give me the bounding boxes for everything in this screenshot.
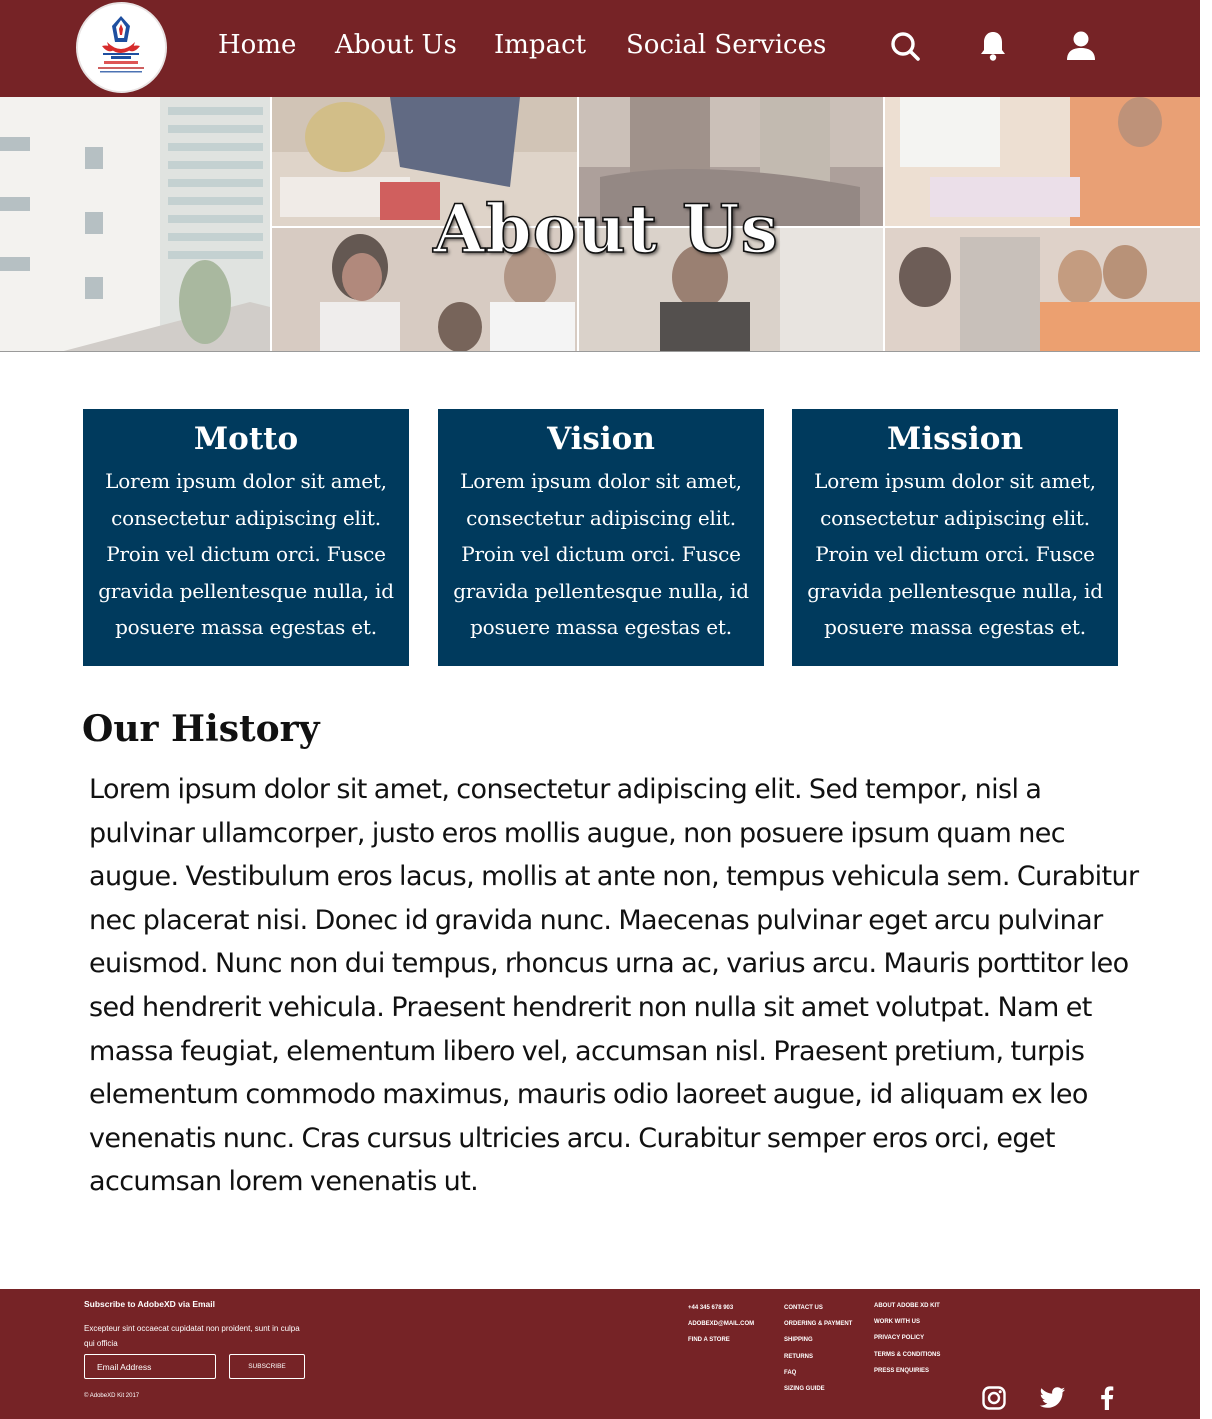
footer-about-column [874, 1298, 940, 1379]
footer-about-link[interactable]: ABOUT ADOBE XD KIT [874, 1303, 940, 1309]
nav-social-services[interactable]: Social Services [626, 30, 827, 60]
nav-home[interactable]: Home [218, 30, 297, 60]
mission-card [792, 409, 1118, 666]
card-text: Lorem ipsum dolor sit amet, consectetur adipiscing elit. Proin vel dictum orci. Fusce gravida pellentesque nulla, id posuere massa egestas et. [98, 469, 394, 640]
logo[interactable] [76, 2, 167, 93]
hero-banner [0, 97, 1200, 352]
footer-ordering-link[interactable]: ORDERING & PAYMENT [784, 1321, 853, 1328]
email-field[interactable] [84, 1354, 216, 1379]
nav-impact[interactable]: Impact [494, 30, 587, 60]
footer-work-with-us-link[interactable]: WORK WITH US [874, 1319, 920, 1326]
footer-help-column [784, 1300, 853, 1393]
footer-contact-column [688, 1300, 754, 1349]
footer-press-link[interactable]: PRESS ENQUIRIES [874, 1367, 930, 1374]
footer-sizing-guide-link[interactable]: SIZING GUIDE [784, 1386, 825, 1393]
footer-returns-link[interactable]: RETURNS [784, 1353, 814, 1360]
footer-shipping-link[interactable]: SHIPPING [784, 1337, 813, 1344]
card-title: Mission [887, 421, 1023, 457]
site-footer [0, 1289, 1200, 1419]
footer-terms-link[interactable]: TERMS & CONDITIONS [874, 1351, 941, 1358]
bell-icon[interactable] [976, 27, 1010, 65]
search-icon[interactable] [888, 27, 922, 65]
facebook-icon[interactable] [1094, 1385, 1120, 1411]
history-heading: Our History [82, 708, 320, 750]
page-title: About Us [433, 190, 779, 268]
subscribe-description: Excepteur sint occaecat cupidatat non proident, sunt in culpa qui officia [84, 1324, 300, 1348]
footer-faq-link[interactable]: FAQ [784, 1369, 797, 1376]
footer-contact-us-link[interactable]: CONTACT US [784, 1305, 823, 1311]
motto-card [83, 409, 409, 666]
footer-phone-link[interactable]: +44 345 678 903 [688, 1305, 734, 1311]
subscribe-button[interactable]: SUBSCRIBE [229, 1354, 305, 1379]
footer-email-link[interactable]: ADOBEXD@MAIL.COM [688, 1321, 755, 1328]
history-text: Lorem ipsum dolor sit amet, consectetur adipiscing elit. Sed tempor, nisl a pulvinar ullamcorper, justo eros mollis augue, non posuere ipsum quam nec augue. Vestibulum eros lacus, mollis at ante non, tempus vehicula sem. Curabitur nec placerat nisi. Donec id gravida nunc. Maecenas pulvinar eget arcu pulvinar euismod. Nunc non dui tempus, rhoncus urna ac, varius arcu. Mauris porttitor leo sed hendrerit vehicula. Praesent hendrerit non nulla sit amet volutpat. Nam et massa feugiat, elementum libero vel, accumsan nisl. Praesent pretium, turpis elementum commodo maximus, mauris odio laoreet augue, id aliquam ex leo venenatis nunc. Cras cursus ultricies arcu. Curabitur semper eros orci, eget accumsan lorem venenatis ut. [89, 774, 1139, 1198]
user-icon[interactable] [1064, 27, 1098, 65]
vision-card [438, 409, 764, 666]
subscribe-heading: Subscribe to AdobeXD via Email [84, 1299, 215, 1309]
card-text: Lorem ipsum dolor sit amet, consectetur adipiscing elit. Proin vel dictum orci. Fusce gravida pellentesque nulla, id posuere massa egestas et. [453, 469, 749, 640]
copyright: © AdobeXD Kit 2017 [84, 1393, 140, 1399]
twitter-icon[interactable] [1040, 1385, 1066, 1411]
instagram-icon[interactable] [981, 1385, 1007, 1411]
footer-privacy-link[interactable]: PRIVACY POLICY [874, 1335, 925, 1342]
card-text: Lorem ipsum dolor sit amet, consectetur adipiscing elit. Proin vel dictum orci. Fusce gravida pellentesque nulla, id posuere massa egestas et. [807, 469, 1103, 640]
logo-emblem-icon [78, 4, 165, 91]
card-title: Motto [193, 421, 299, 457]
card-title: Vision [547, 421, 655, 457]
footer-find-store-link[interactable]: FIND A STORE [688, 1337, 730, 1344]
site-header [0, 0, 1200, 97]
nav-about-us[interactable]: About Us [335, 30, 457, 60]
